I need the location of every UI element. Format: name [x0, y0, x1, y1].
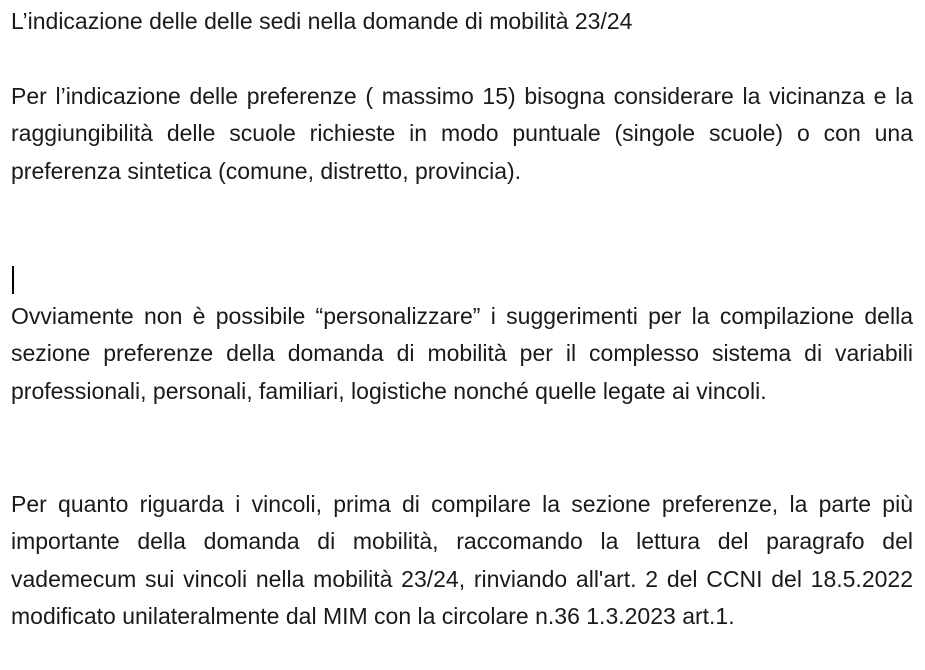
paragraph-constraints: Per quanto riguarda i vincoli, prima di compilare la sezione preferenze, la parte più importante della domanda di mobilità, raccomando la lettura del paragrafo del vademecum sui vincoli nella mobilità 23/24, rinviando all'art. 2 del CCNI del 18.5.2022 modificato unilateralmente dal MIM con la circolare n.36 1.3.2023 art.1.	[11, 491, 913, 629]
document-title: L’indicazione delle delle sedi nella domande di mobilità 23/24	[11, 8, 633, 34]
paragraph-preferences: Per l’indicazione delle preferenze ( massimo 15) bisogna considerare la vicinanza e la raggiungibilità delle scuole richieste in modo puntuale (singole scuole) o con una preferenza sintetica (comune, distretto, provincia).	[11, 83, 913, 184]
paragraph-personalization: Ovviamente non è possibile “personalizzare” i suggerimenti per la compilazione della sezione preferenze della domanda di mobilità per il complesso sistema di variabili professionali, personali, familiari, logistiche nonché quelle legate ai vincoli.	[11, 303, 913, 404]
text-cursor	[12, 266, 14, 294]
